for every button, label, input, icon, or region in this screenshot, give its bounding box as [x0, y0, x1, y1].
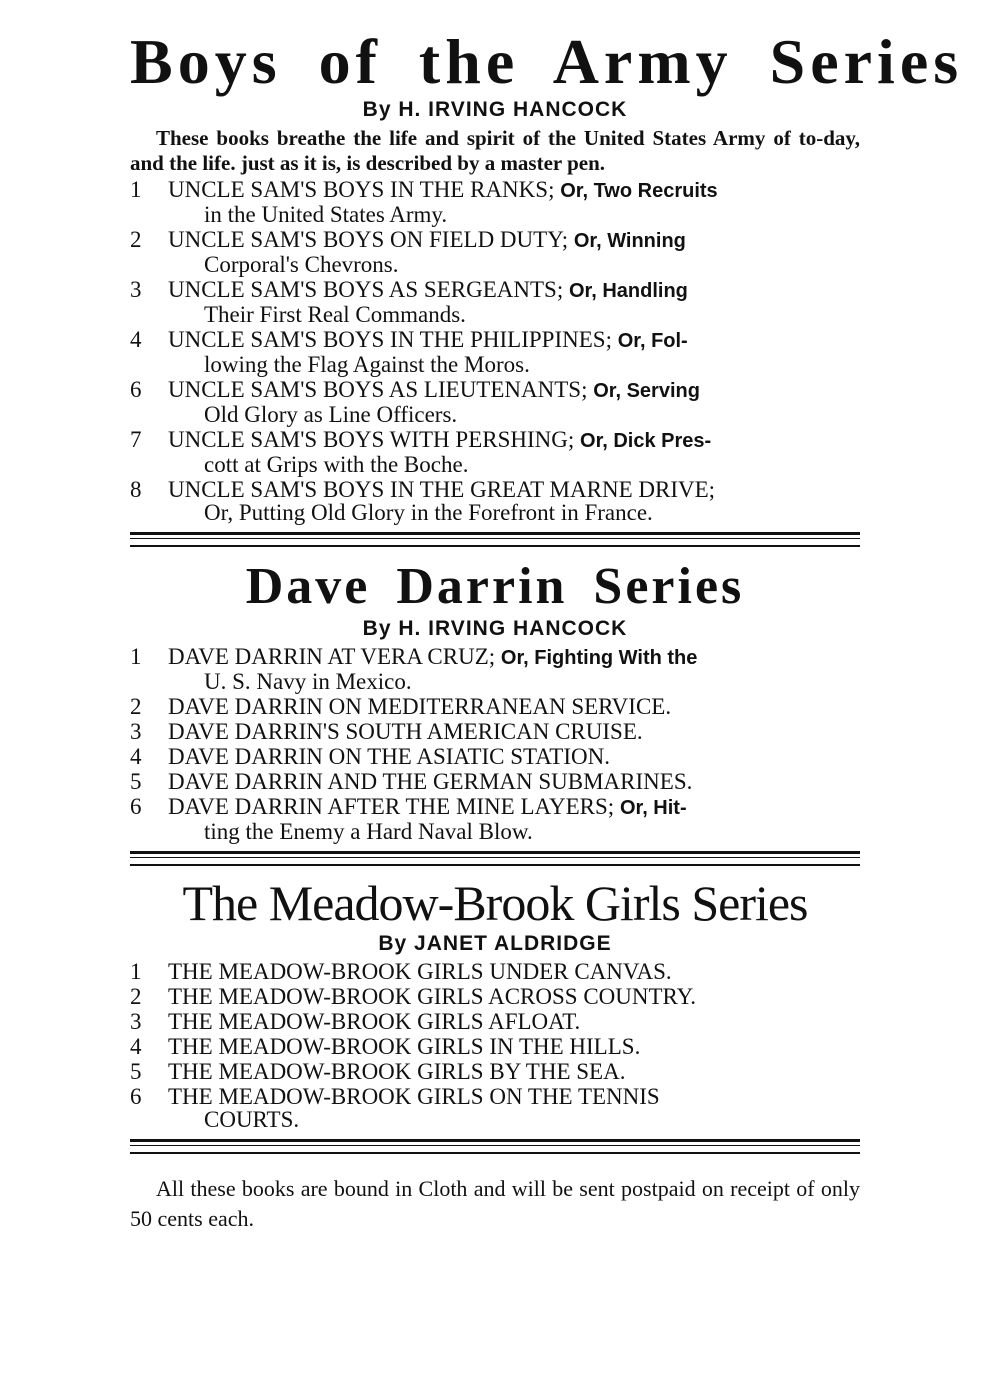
book-list-item	[130, 695, 860, 718]
book-number: 6	[130, 794, 142, 819]
army-series-byline: By H. IRVING HANCOCK	[362, 98, 628, 121]
book-title: UNCLE SAM'S BOYS AS SERGEANTS;	[168, 277, 564, 302]
book-number: 3	[130, 1009, 142, 1034]
book-list-item	[130, 1060, 860, 1083]
book-title: THE MEADOW-BROOK GIRLS UNDER CANVAS.	[168, 959, 672, 984]
dave-series-section	[130, 558, 860, 844]
book-number: 3	[130, 277, 142, 302]
book-title-continuation: in the United States Army.	[204, 202, 448, 227]
book-title-continuation: Corporal's Chevrons.	[204, 252, 399, 277]
book-list-item	[130, 378, 860, 426]
army-series-intro: These books breathe the life and spirit of the United States Army of to-day, and the life. just as it is, is described by a master pen.	[130, 126, 860, 175]
book-alt-title: Or, Hit-	[619, 797, 687, 819]
book-number: 1	[130, 959, 142, 984]
army-series-title: Boys of the Army Series	[130, 26, 964, 97]
book-title: DAVE DARRIN AND THE GERMAN SUBMARINES.	[168, 769, 693, 794]
army-series-section	[130, 26, 964, 525]
book-alt-title: Or, Dick Pres-	[580, 430, 712, 452]
book-title-continuation: ting the Enemy a Hard Naval Blow.	[204, 819, 533, 844]
book-title: UNCLE SAM'S BOYS IN THE PHILIPPINES;	[168, 327, 612, 352]
catalog-page	[130, 26, 964, 1234]
book-title: THE MEADOW-BROOK GIRLS ACROSS COUNTRY.	[168, 984, 697, 1009]
army-book-list	[130, 178, 860, 524]
book-list-item	[130, 795, 860, 843]
book-number: 1	[130, 644, 142, 669]
meadow-series-title: The Meadow-Brook Girls Series	[182, 875, 808, 931]
book-title: DAVE DARRIN'S SOUTH AMERICAN CRUISE.	[168, 719, 643, 744]
book-alt-title: Or, Fol-	[617, 330, 688, 352]
book-number: 6	[130, 1084, 142, 1109]
book-title-continuation: Old Glory as Line Officers.	[204, 402, 458, 427]
book-title-continuation: cott at Grips with the Boche.	[204, 452, 469, 477]
book-number: 7	[130, 427, 142, 452]
book-list-item	[130, 720, 860, 743]
book-title: UNCLE SAM'S BOYS IN THE RANKS;	[168, 177, 555, 202]
book-list-item	[130, 745, 860, 768]
book-number: 4	[130, 327, 142, 352]
book-title: UNCLE SAM'S BOYS AS LIEUTENANTS;	[168, 377, 588, 402]
book-alt-title: Or, Fighting With the	[500, 647, 698, 669]
book-title-continuation: lowing the Flag Against the Moros.	[204, 352, 530, 377]
book-title: DAVE DARRIN ON THE ASIATIC STATION.	[168, 744, 610, 769]
book-alt-title: Or, Two Recruits	[560, 180, 718, 202]
book-title: DAVE DARRIN AT VERA CRUZ;	[168, 644, 496, 669]
book-number: 2	[130, 694, 142, 719]
book-list-item	[130, 328, 860, 376]
book-title: UNCLE SAM'S BOYS WITH PERSHING;	[168, 427, 575, 452]
book-title: THE MEADOW-BROOK GIRLS IN THE HILLS.	[168, 1034, 641, 1059]
section-divider	[130, 1139, 860, 1154]
meadow-series-section	[130, 875, 860, 1132]
book-title: DAVE DARRIN AFTER THE MINE LAYERS;	[168, 794, 615, 819]
dave-series-title: Dave Darrin Series	[245, 558, 745, 615]
book-number: 2	[130, 227, 142, 252]
book-number: 8	[130, 477, 142, 502]
section-divider	[130, 532, 860, 547]
book-title: THE MEADOW-BROOK GIRLS AFLOAT.	[168, 1009, 581, 1034]
dave-series-byline: By H. IRVING HANCOCK	[362, 617, 628, 640]
price-footer: All these books are bound in Cloth and will be sent postpaid on receipt of only 50 cents each.	[130, 1176, 860, 1231]
book-title-continuation: COURTS.	[204, 1107, 300, 1132]
book-number: 4	[130, 744, 142, 769]
book-list-item	[130, 428, 860, 476]
book-number: 2	[130, 984, 142, 1009]
book-alt-title: Or, Serving	[593, 380, 700, 402]
book-list-item	[130, 985, 860, 1008]
dave-book-list	[130, 645, 860, 843]
book-title-continuation: U. S. Navy in Mexico.	[204, 669, 412, 694]
book-list-item	[130, 228, 860, 276]
book-number: 4	[130, 1034, 142, 1059]
book-list-item	[130, 770, 860, 793]
meadow-book-list	[130, 960, 860, 1131]
book-number: 3	[130, 719, 142, 744]
book-number: 1	[130, 177, 142, 202]
book-list-item	[130, 645, 860, 693]
book-title-continuation: Or, Putting Old Glory in the Forefront in France.	[204, 500, 653, 525]
book-title: UNCLE SAM'S BOYS ON FIELD DUTY;	[168, 227, 569, 252]
book-title: DAVE DARRIN ON MEDITERRANEAN SERVICE.	[168, 694, 672, 719]
book-list-item	[130, 278, 860, 326]
book-number: 5	[130, 769, 142, 794]
book-number: 6	[130, 377, 142, 402]
book-list-item	[130, 960, 860, 983]
book-alt-title: Or, Handling	[568, 280, 688, 302]
section-divider	[130, 851, 860, 866]
book-title: THE MEADOW-BROOK GIRLS BY THE SEA.	[168, 1059, 626, 1084]
book-list-item	[130, 1085, 860, 1131]
book-title: UNCLE SAM'S BOYS IN THE GREAT MARNE DRIVE;	[168, 477, 716, 502]
book-list-item	[130, 478, 860, 524]
book-list-item	[130, 1035, 860, 1058]
book-list-item	[130, 178, 860, 226]
book-number: 5	[130, 1059, 142, 1084]
book-title-continuation: Their First Real Commands.	[204, 302, 466, 327]
meadow-series-byline: By JANET ALDRIDGE	[378, 932, 612, 955]
book-alt-title: Or, Winning	[573, 230, 686, 252]
book-title: THE MEADOW-BROOK GIRLS ON THE TENNIS	[168, 1084, 660, 1109]
book-list-item	[130, 1010, 860, 1033]
